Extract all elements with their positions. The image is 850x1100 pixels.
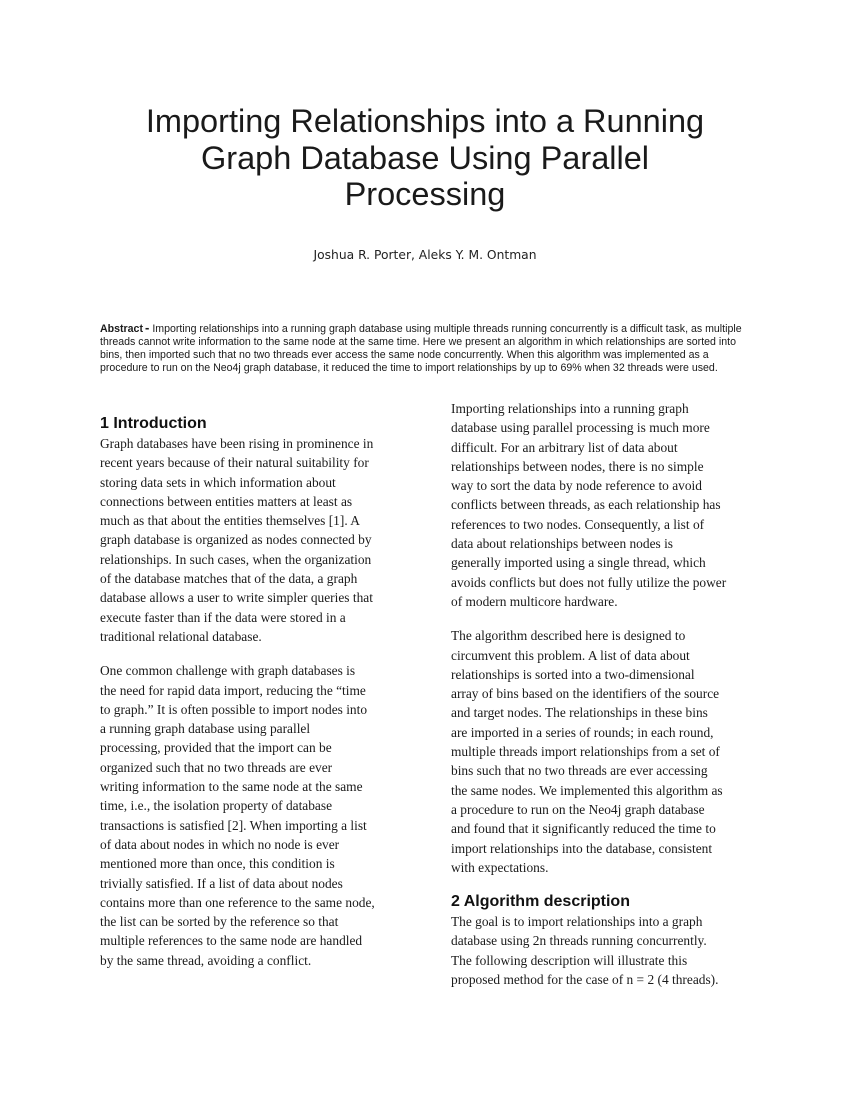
text-line: Graph databases have been rising in prominence in bbox=[100, 436, 374, 451]
text-line: proposed method for the case of n = 2 (4 threads). bbox=[451, 972, 719, 988]
left-column bbox=[100, 414, 406, 970]
text-line: import relationships into the database, consistent bbox=[451, 840, 713, 856]
text-line: The algorithm described here is designed to bbox=[451, 628, 686, 644]
text-line: relationships is sorted into a two-dimensional bbox=[451, 666, 695, 682]
paragraph bbox=[451, 626, 757, 877]
text-line: contains more than one reference to the same node, bbox=[100, 894, 375, 910]
paragraph bbox=[100, 434, 406, 646]
text-line: bins such that no two threads are ever accessing bbox=[451, 763, 708, 779]
text-line: multiple threads import relationships from a set of bbox=[451, 744, 720, 760]
text-line: data about relationships between nodes is bbox=[451, 536, 674, 552]
text-line: mentioned more than once, this condition is bbox=[100, 856, 335, 872]
text-line: traditional relational database. bbox=[100, 628, 262, 644]
text-line: and target nodes. The relationships in these bins bbox=[451, 705, 708, 721]
text-line: the list can be sorted by the reference so that bbox=[100, 914, 339, 930]
text-line: relationships. In such cases, when the organization bbox=[100, 551, 372, 567]
text-line: organized such that no two threads are ever bbox=[100, 759, 333, 775]
section-heading-introduction: 1 Introduction bbox=[100, 415, 207, 432]
text-line: are imported in a series of rounds; in each round, bbox=[451, 724, 714, 740]
paragraph bbox=[100, 661, 406, 970]
text-line: of the database matches that of the data, a graph bbox=[100, 571, 358, 587]
text-line: graph database is organized as nodes connected by bbox=[100, 532, 372, 548]
title-line: Graph Database Using Parallel bbox=[200, 139, 650, 176]
text-line: execute faster than if the data were stored in a bbox=[100, 609, 346, 625]
title-line: Processing bbox=[344, 176, 506, 212]
right-column bbox=[451, 399, 757, 989]
text-line: with expectations. bbox=[451, 859, 549, 875]
paragraph bbox=[451, 399, 757, 611]
text-line: much as that about the entities themselves [1]. A bbox=[100, 513, 360, 529]
text-line: multiple references to the same node are handled bbox=[100, 933, 363, 949]
text-line: generally imported using a single thread, which bbox=[451, 555, 706, 571]
abstract-dash: - bbox=[144, 320, 150, 335]
text-line: connections between entities matters at least as bbox=[100, 493, 353, 509]
text-line: way to sort the data by node reference to avoid bbox=[451, 478, 702, 494]
text-line: difficult. For an arbitrary list of data about bbox=[451, 439, 678, 455]
text-line: transactions is satisfied [2]. When importing a list bbox=[100, 817, 367, 833]
abstract bbox=[100, 322, 752, 375]
text-line: storing data sets in which information about bbox=[100, 474, 336, 490]
text-line: conflicts between threads, as each relationship has bbox=[451, 497, 721, 513]
text-line: Importing relationships into a running graph bbox=[451, 401, 689, 416]
text-line: One common challenge with graph databases is bbox=[100, 663, 356, 679]
abstract-label: Abstract bbox=[100, 323, 143, 335]
text-line: of modern multicore hardware. bbox=[451, 593, 618, 609]
text-line: The following description will illustrate this bbox=[451, 952, 688, 968]
text-line: relationships between nodes, there is no simple bbox=[451, 458, 704, 474]
abstract-text: Importing relationships into a running graph database using multiple threads running concurrently is a difficult task, as multiple threads cannot write information to the same node at the same time. Here we present an algorithm in which relationships are sorted into bins, then imported such that no two threads ever access the same node concurrently. When this algorithm was implemented as a procedure to run on the Neo4j graph database, it reduced the time to import relationships by up to 69% when 32 threads were used. bbox=[100, 323, 742, 374]
text-line: time, i.e., the isolation property of database bbox=[100, 798, 333, 814]
text-line: avoids conflicts but does not fully utilize the power bbox=[451, 574, 727, 590]
text-line: The goal is to import relationships into a graph bbox=[451, 914, 703, 930]
text-line: a running graph database using parallel bbox=[100, 721, 311, 737]
text-line: database using parallel processing is much more bbox=[451, 420, 710, 436]
text-line: the need for rapid data import, reducing the “time bbox=[100, 682, 366, 698]
section-heading-algorithm: 2 Algorithm description bbox=[451, 893, 630, 911]
text-line: a procedure to run on the Neo4j graph database bbox=[451, 801, 705, 817]
text-line: writing information to the same node at the same bbox=[100, 779, 363, 795]
text-line: processing, provided that the import can be bbox=[100, 740, 332, 756]
text-line: the same nodes. We implemented this algorithm as bbox=[451, 782, 723, 798]
title-line: Importing Relationships into a Running bbox=[145, 103, 705, 139]
text-line: references to two nodes. Consequently, a list of bbox=[451, 516, 705, 532]
text-line: of data about nodes in which no node is ever bbox=[100, 836, 340, 852]
text-line: and found that it significantly reduced the time to bbox=[451, 821, 716, 837]
text-line: circumvent this problem. A list of data about bbox=[451, 647, 690, 663]
paper-title bbox=[100, 103, 750, 213]
text-line: array of bins based on the identifiers of the source bbox=[451, 686, 720, 702]
text-line: to graph.” It is often possible to import nodes into bbox=[100, 701, 368, 717]
text-line: recent years because of their natural suitability for bbox=[100, 455, 369, 471]
paragraph bbox=[451, 912, 757, 989]
text-line: database using 2n threads running concurrently. bbox=[451, 933, 707, 949]
text-line: by the same thread, avoiding a conflict. bbox=[100, 952, 312, 968]
authors: Joshua R. Porter, Aleks Y. M. Ontman bbox=[313, 248, 537, 262]
text-line: trivially satisfied. If a list of data about nodes bbox=[100, 875, 343, 891]
text-line: database allows a user to write simpler queries that bbox=[100, 590, 373, 606]
